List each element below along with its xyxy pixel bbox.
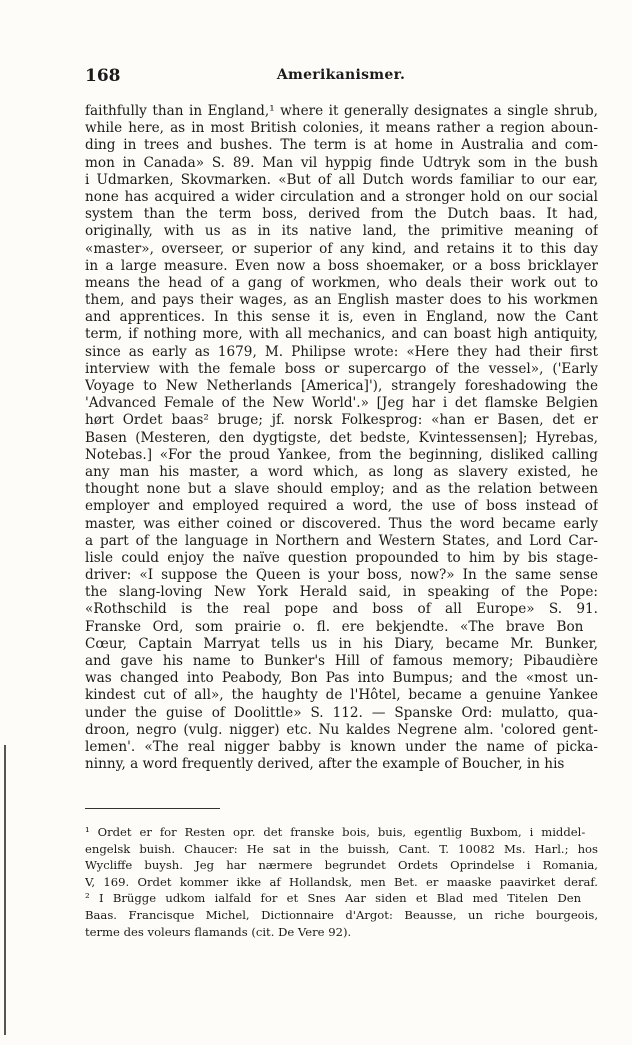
body-text-line: Voyage to New Netherlands [America]'), strangely foreshadowing the — [85, 378, 598, 394]
body-text-line: employer and employed required a word, the use of boss instead of — [85, 498, 598, 515]
body-text-line: hørt Ordet baas² bruge; jf. norsk Folkesprog: «han er Basen, det er — [85, 412, 598, 429]
body-text-line: «Rothschild is the real pope and boss of all Europe» S. 91. — [85, 601, 598, 618]
body-text-line: ding in trees and bushes. The term is at home in Australia and com- — [85, 137, 598, 154]
body-text-line: any man his master, a word which, as long as slavery existed, he — [85, 463, 598, 480]
body-text-line: lemen'. «The real nigger babby is known under the name of picka- — [85, 738, 598, 755]
footnote-line: terme des voleurs flamands (cit. De Vere 92). — [85, 924, 352, 939]
body-text-line: Notebas.] «For the proud Yankee, from the beginning, disliked calling — [85, 446, 598, 463]
body-text-line: was changed into Peabody, Bon Pas into Bumpus; and the «most un- — [85, 670, 598, 687]
body-text-line: i Udmarken, Skovmarken. «But of all Dutch words familiar to our ear, — [85, 171, 598, 188]
footnotes-block — [85, 824, 598, 940]
body-text-line: Cœur, Captain Marryat tells us in his Diary, became Mr. Bunker, — [85, 635, 598, 652]
body-text-line: Basen (Mesteren, den dygtigste, det bedste, Kvintessensen]; Hyrebas, — [85, 429, 598, 446]
body-text-line: and gave his name to Bunker's Hill of famous memory; Pibaudière — [85, 653, 598, 669]
body-text-line: faithfully than in England,¹ where it generally designates a single shrub, — [85, 103, 598, 119]
body-text-line: ninny, a word frequently derived, after the example of Boucher, in his — [85, 756, 565, 773]
body-text-line: system than the term boss, derived from the Dutch baas. It had, — [85, 206, 598, 223]
body-text-line: none has acquired a wider circulation and a stronger hold on our social — [85, 188, 598, 205]
page-number: 168 — [85, 66, 121, 86]
page-header — [85, 66, 597, 90]
footnote-divider — [85, 808, 220, 809]
body-text-line: driver: «I suppose the Queen is your boss, now?» In the same sense — [85, 567, 598, 584]
footnote-line: ¹ Ordet er for Resten opr. det franske bois, buis, egentlig Buxbom, i middel- — [85, 825, 586, 839]
body-text-line: master, was either coined or discovered. Thus the word became early — [85, 515, 598, 532]
body-text-line: thought none but a slave should employ; and as the relation between — [85, 481, 598, 498]
body-text-line: lisle could enjoy the naïve question propounded to him by bis stage- — [85, 549, 598, 566]
body-text-line: term, if nothing more, with all mechanics, and can boast high antiquity, — [85, 326, 598, 343]
body-text-line: a part of the language in Northern and Western States, and Lord Car- — [85, 532, 598, 549]
body-text-line: under the guise of Doolittle» S. 112. — Spanske Ord: mulatto, qua- — [85, 704, 598, 721]
body-text-line: in a large measure. Even now a boss shoemaker, or a boss bricklayer — [85, 257, 598, 274]
body-text-line: kindest cut of all», the haughty de l'Hôtel, became a genuine Yankee — [85, 687, 598, 704]
margin-line — [4, 745, 6, 1035]
body-text-line: them, and pays their wages, as an English master does to his workmen — [85, 292, 598, 309]
body-text-line: mon in Canada» S. 89. Man vil hyppig finde Udtryk som in the bush — [85, 154, 598, 171]
body-text-line: «master», overseer, or superior of any kind, and retains it to this day — [85, 240, 598, 257]
body-text-line: means the head of a gang of workmen, who deals their work out to — [85, 274, 598, 291]
body-text-line: interview with the female boss or supercargo of the vessel», ('Early — [85, 360, 598, 377]
body-text-line: 'Advanced Female of the New World'.» [Jeg har i det flamske Belgien — [85, 395, 598, 412]
footnote-line: V, 169. Ordet kommer ikke af Hollandsk, men Bet. er maaske paavirket deraf. — [85, 874, 598, 889]
body-text-line: Franske Ord, som prairie o. fl. ere bekjendte. «The brave Bon — [85, 618, 584, 635]
main-text-block — [85, 103, 598, 773]
footnote-line: Wycliffe buysh. Jeg har nærmere begrundet Ordets Oprindelse i Romania, — [85, 858, 598, 873]
body-text-line: the slang-loving New York Herald said, in speaking of the Pope: — [85, 584, 598, 601]
body-text-line: droon, negro (vulg. nigger) etc. Nu kaldes Negrene alm. 'colored gent- — [85, 721, 598, 738]
running-head: Amerikanismer. — [276, 67, 406, 83]
body-text-line: while here, as in most British colonies, it means rather a region aboun- — [85, 120, 598, 137]
footnote-line: Baas. Francisque Michel, Dictionnaire d'Argot: Beausse, un riche bourgeois, — [85, 907, 598, 922]
body-text-line: originally, with us as in its native land, the primitive meaning of — [85, 223, 598, 240]
footnote-line: ² I Brügge udkom ialfald for et Snes Aar siden et Blad med Titelen Den — [85, 891, 582, 906]
footnote-line: engelsk buish. Chaucer: He sat in the buissh, Cant. T. 10082 Ms. Harl.; hos — [85, 841, 598, 856]
body-text-line: and apprentices. In this sense it is, even in England, now the Cant — [85, 309, 598, 326]
body-text-line: since as early as 1679, M. Philipse wrote: «Here they had their first — [85, 343, 598, 360]
